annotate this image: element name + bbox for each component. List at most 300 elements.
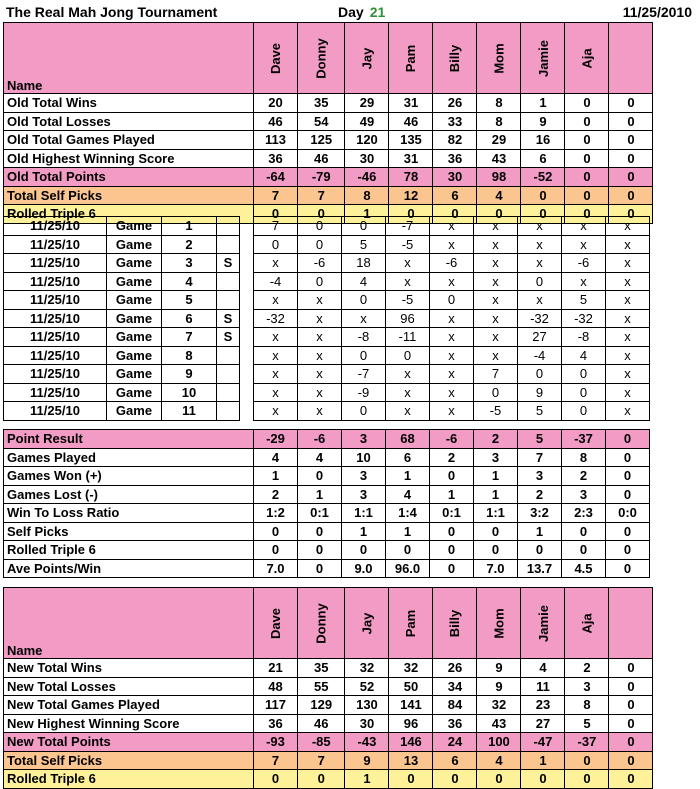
stat-value: 12	[389, 186, 433, 205]
stat-value: 8	[345, 186, 389, 205]
spacer-cell	[240, 254, 254, 273]
stat-value: 26	[433, 659, 477, 678]
game-number: 6	[162, 309, 217, 328]
stat-value: 96.0	[386, 559, 430, 578]
game-score: x	[474, 346, 518, 365]
stat-row	[4, 677, 653, 696]
spacer-cell	[240, 217, 254, 236]
stat-row	[4, 696, 653, 715]
stat-value: 0	[609, 696, 653, 715]
stat-value: 1	[298, 485, 342, 504]
game-score: x	[298, 291, 342, 310]
game-score: x	[474, 235, 518, 254]
stat-value: 125	[298, 131, 345, 150]
stat-value: 36	[254, 149, 298, 168]
stat-value: 35	[298, 659, 345, 678]
row-label: Total Self Picks	[4, 751, 254, 770]
game-score: x	[606, 272, 650, 291]
spacer-cell	[240, 402, 254, 421]
game-row	[4, 402, 650, 421]
game-score: 0	[342, 402, 386, 421]
stat-value: 7	[298, 186, 345, 205]
player-header	[298, 588, 345, 659]
stat-value: 4.5	[562, 559, 606, 578]
game-score: x	[518, 235, 562, 254]
stat-value: 6	[433, 186, 477, 205]
game-score: x	[430, 272, 474, 291]
stat-value: 0	[565, 112, 609, 131]
game-score: 0	[562, 383, 606, 402]
game-date: 11/25/10	[4, 402, 107, 421]
game-number: 5	[162, 291, 217, 310]
stat-value: 21	[254, 659, 298, 678]
header-row	[4, 23, 653, 94]
player-header	[477, 23, 521, 94]
stat-row	[4, 751, 653, 770]
player-name: Pam	[403, 44, 419, 72]
stat-value: 129	[298, 696, 345, 715]
game-date: 11/25/10	[4, 383, 107, 402]
row-label: Old Total Wins	[4, 94, 254, 113]
stat-value: 0	[430, 541, 474, 560]
game-score: 4	[562, 346, 606, 365]
game-score: 0	[518, 365, 562, 384]
stat-value: 34	[433, 677, 477, 696]
game-score: 0	[430, 291, 474, 310]
spacer-cell	[240, 365, 254, 384]
stat-value: -43	[345, 733, 389, 752]
stat-row	[4, 522, 650, 541]
stat-value: 0	[606, 559, 650, 578]
row-label: New Total Wins	[4, 659, 254, 678]
game-score: 0	[474, 383, 518, 402]
stat-row	[4, 541, 650, 560]
stat-value: 3	[518, 467, 562, 486]
stat-value: 0	[389, 770, 433, 789]
stat-value: 0	[565, 168, 609, 187]
game-score: x	[430, 309, 474, 328]
stat-row	[4, 186, 653, 205]
stat-value: 1	[254, 467, 298, 486]
stat-value: 0	[521, 205, 565, 224]
stat-value: 32	[389, 659, 433, 678]
stat-value: 0	[609, 168, 653, 187]
game-score: 0	[298, 272, 342, 291]
game-score: x	[518, 217, 562, 236]
row-label: New Total Points	[4, 733, 254, 752]
stat-value: 68	[386, 430, 430, 449]
stat-value: -29	[254, 430, 298, 449]
stat-value: 82	[433, 131, 477, 150]
stat-value: 120	[345, 131, 389, 150]
self-pick-flag	[217, 383, 240, 402]
player-name: Jay	[359, 47, 375, 69]
stat-value: 46	[298, 714, 345, 733]
game-score: -11	[386, 328, 430, 347]
stat-value: 0	[565, 94, 609, 113]
game-label: Game	[107, 328, 162, 347]
stat-value: 6	[521, 149, 565, 168]
stat-value: 0:1	[430, 504, 474, 523]
stat-value: 1	[345, 205, 389, 224]
stat-value: 0	[565, 131, 609, 150]
stat-value: -47	[521, 733, 565, 752]
game-score: -8	[342, 328, 386, 347]
game-score: x	[254, 328, 298, 347]
row-label: Games Won (+)	[4, 467, 254, 486]
game-score: -5	[386, 291, 430, 310]
game-score: 18	[342, 254, 386, 273]
game-number: 3	[162, 254, 217, 273]
player-name: Dave	[267, 607, 283, 639]
stat-value: 0	[565, 205, 609, 224]
self-pick-flag	[217, 217, 240, 236]
game-score: x	[606, 235, 650, 254]
stat-value: 24	[433, 733, 477, 752]
game-score: x	[606, 309, 650, 328]
stat-value: 7.0	[254, 559, 298, 578]
stat-value: 0	[609, 112, 653, 131]
game-score: x	[430, 217, 474, 236]
stat-value: 4	[386, 485, 430, 504]
game-score: x	[430, 383, 474, 402]
stat-value: 5	[565, 714, 609, 733]
stat-value: 23	[521, 696, 565, 715]
stat-value: 13	[389, 751, 433, 770]
stat-row	[4, 467, 650, 486]
game-score: x	[606, 328, 650, 347]
stat-value: 46	[389, 112, 433, 131]
game-score: 0	[254, 235, 298, 254]
game-score: x	[386, 365, 430, 384]
stat-value: 36	[254, 714, 298, 733]
game-row	[4, 235, 650, 254]
self-pick-flag: S	[217, 309, 240, 328]
stat-value: 98	[477, 168, 521, 187]
stat-value: 2:3	[562, 504, 606, 523]
stat-value: 0	[609, 131, 653, 150]
row-label: Rolled Triple 6	[4, 541, 254, 560]
player-header	[609, 23, 653, 94]
stat-row	[4, 131, 653, 150]
sheet-date: 11/25/2010	[622, 4, 692, 20]
player-name: Jamie	[535, 604, 551, 642]
stat-value: 54	[298, 112, 345, 131]
stat-value: 5	[518, 430, 562, 449]
game-score: 0	[342, 291, 386, 310]
game-score: x	[298, 365, 342, 384]
game-score: x	[562, 272, 606, 291]
player-name: Donny	[313, 602, 329, 644]
row-label: Rolled Triple 6	[4, 205, 254, 224]
stat-value: 0	[342, 541, 386, 560]
stat-value: 0	[609, 733, 653, 752]
game-date: 11/25/10	[4, 217, 107, 236]
self-pick-flag: S	[217, 254, 240, 273]
game-score: -4	[254, 272, 298, 291]
stat-value: 1	[386, 467, 430, 486]
stat-value: 0:0	[606, 504, 650, 523]
player-name: Billy	[447, 44, 463, 72]
game-label: Game	[107, 309, 162, 328]
stat-value: 35	[298, 94, 345, 113]
stat-row	[4, 112, 653, 131]
stat-value: 0	[606, 467, 650, 486]
spacer-cell	[240, 328, 254, 347]
stat-row	[4, 504, 650, 523]
spacer-cell	[240, 272, 254, 291]
stat-row	[4, 733, 653, 752]
game-score: 27	[518, 328, 562, 347]
game-date: 11/25/10	[4, 235, 107, 254]
game-label: Game	[107, 346, 162, 365]
game-score: 0	[518, 272, 562, 291]
old-stats-table	[3, 22, 653, 224]
row-label: Old Highest Winning Score	[4, 149, 254, 168]
game-score: x	[298, 383, 342, 402]
game-score: x	[342, 309, 386, 328]
stat-value: 1:1	[342, 504, 386, 523]
self-pick-flag	[217, 235, 240, 254]
stat-value: 9	[477, 677, 521, 696]
stat-value: 8	[477, 112, 521, 131]
player-name: Billy	[447, 609, 463, 637]
stat-value: 3:2	[518, 504, 562, 523]
game-score: 0	[342, 217, 386, 236]
game-label: Game	[107, 217, 162, 236]
stat-value: 30	[345, 714, 389, 733]
stat-value: 4	[298, 448, 342, 467]
stat-value: 1	[518, 522, 562, 541]
stat-value: 4	[254, 448, 298, 467]
player-header	[565, 588, 609, 659]
player-header	[433, 588, 477, 659]
game-number: 7	[162, 328, 217, 347]
game-score: x	[254, 254, 298, 273]
stat-value: 0	[606, 522, 650, 541]
stat-value: 0	[430, 559, 474, 578]
stat-value: -37	[562, 430, 606, 449]
stat-value: 1	[474, 485, 518, 504]
stat-value: -46	[345, 168, 389, 187]
stat-value: 3	[565, 677, 609, 696]
spacer-cell	[240, 291, 254, 310]
stat-value: 30	[345, 149, 389, 168]
row-label: Old Total Points	[4, 168, 254, 187]
stat-value: 46	[254, 112, 298, 131]
game-date: 11/25/10	[4, 291, 107, 310]
game-score: x	[386, 402, 430, 421]
stat-value: 50	[389, 677, 433, 696]
game-score: x	[254, 383, 298, 402]
stat-value: 4	[477, 186, 521, 205]
game-number: 8	[162, 346, 217, 365]
stat-value: 0	[609, 751, 653, 770]
stat-value: 48	[254, 677, 298, 696]
player-header	[345, 23, 389, 94]
game-score: x	[518, 254, 562, 273]
game-score: 5	[562, 291, 606, 310]
stat-value: 0	[565, 751, 609, 770]
game-label: Game	[107, 235, 162, 254]
row-label: Games Lost (-)	[4, 485, 254, 504]
stat-value: 141	[389, 696, 433, 715]
game-label: Game	[107, 291, 162, 310]
row-label: Ave Points/Win	[4, 559, 254, 578]
stat-value: 10	[342, 448, 386, 467]
stat-value: 0	[254, 205, 298, 224]
stat-value: -52	[521, 168, 565, 187]
game-label: Game	[107, 383, 162, 402]
game-score: -32	[254, 309, 298, 328]
stat-value: 1:2	[254, 504, 298, 523]
game-row	[4, 291, 650, 310]
stat-value: 7.0	[474, 559, 518, 578]
stat-value: 0	[386, 541, 430, 560]
stat-value: 49	[345, 112, 389, 131]
player-name: Aja	[579, 612, 595, 634]
game-score: x	[562, 235, 606, 254]
game-date: 11/25/10	[4, 365, 107, 384]
stat-value: 3	[342, 485, 386, 504]
game-score: x	[254, 365, 298, 384]
game-score: x	[430, 365, 474, 384]
stat-value: 0	[433, 205, 477, 224]
stat-value: 0	[565, 186, 609, 205]
player-header	[389, 588, 433, 659]
game-label: Game	[107, 365, 162, 384]
day-label: Day	[338, 4, 364, 20]
row-label: New Highest Winning Score	[4, 714, 254, 733]
game-score: 5	[518, 402, 562, 421]
stat-value: 130	[345, 696, 389, 715]
game-score: -7	[386, 217, 430, 236]
stat-value: 0	[565, 149, 609, 168]
player-name: Aja	[579, 47, 595, 69]
stat-value: 32	[345, 659, 389, 678]
game-score: x	[298, 402, 342, 421]
row-label: Total Self Picks	[4, 186, 254, 205]
game-score: x	[474, 328, 518, 347]
stat-value: 0:1	[298, 504, 342, 523]
stat-value: 0	[430, 522, 474, 541]
game-score: x	[254, 291, 298, 310]
stat-value: 29	[477, 131, 521, 150]
stat-value: 0	[254, 770, 298, 789]
sheet-title: The Real Mah Jong Tournament	[6, 4, 218, 20]
game-number: 10	[162, 383, 217, 402]
player-name: Donny	[313, 37, 329, 79]
game-score: -5	[474, 402, 518, 421]
player-name: Pam	[403, 609, 419, 637]
stat-value: 1	[474, 467, 518, 486]
day-number: 21	[369, 4, 386, 20]
player-name: Mom	[491, 42, 507, 74]
game-score: x	[606, 254, 650, 273]
player-header	[609, 588, 653, 659]
stat-value: -37	[565, 733, 609, 752]
stat-value: 117	[254, 696, 298, 715]
results-table	[3, 429, 650, 578]
player-header	[565, 23, 609, 94]
stat-value: 84	[433, 696, 477, 715]
game-score: -6	[430, 254, 474, 273]
stat-value: 27	[521, 714, 565, 733]
game-score: x	[298, 328, 342, 347]
stat-value: 32	[477, 696, 521, 715]
stat-value: 31	[389, 94, 433, 113]
game-score: x	[606, 217, 650, 236]
stat-value: 8	[477, 94, 521, 113]
stat-value: 0	[433, 770, 477, 789]
row-label: New Total Losses	[4, 677, 254, 696]
stat-value: 9.0	[342, 559, 386, 578]
game-score: 7	[474, 365, 518, 384]
stat-value: 55	[298, 677, 345, 696]
game-score: x	[474, 272, 518, 291]
game-score: 0	[342, 346, 386, 365]
stat-value: 7	[518, 448, 562, 467]
stat-value: 31	[389, 149, 433, 168]
stat-value: 0	[609, 770, 653, 789]
self-pick-flag	[217, 365, 240, 384]
stat-value: 0	[474, 541, 518, 560]
stat-value: 0	[477, 205, 521, 224]
game-score: 9	[518, 383, 562, 402]
stat-value: 16	[521, 131, 565, 150]
game-score: -32	[518, 309, 562, 328]
stat-value: 9	[521, 112, 565, 131]
self-pick-flag: S	[217, 328, 240, 347]
game-row	[4, 328, 650, 347]
stat-row	[4, 559, 650, 578]
stat-value: -85	[298, 733, 345, 752]
game-score: x	[606, 365, 650, 384]
stat-value: -6	[298, 430, 342, 449]
game-score: x	[254, 402, 298, 421]
game-label: Game	[107, 254, 162, 273]
day-indicator	[338, 4, 385, 20]
stat-row	[4, 770, 653, 789]
stat-value: 7	[254, 751, 298, 770]
stat-value: 7	[254, 186, 298, 205]
spacer-cell	[240, 235, 254, 254]
game-score: x	[254, 346, 298, 365]
stat-value: 1	[521, 751, 565, 770]
stat-value: 135	[389, 131, 433, 150]
player-name: Jamie	[535, 39, 551, 77]
game-score: x	[474, 309, 518, 328]
game-label: Game	[107, 402, 162, 421]
stat-value: 8	[562, 448, 606, 467]
game-score: -9	[342, 383, 386, 402]
stat-value: 9	[345, 751, 389, 770]
new-stats-table	[3, 587, 653, 789]
game-score: x	[430, 402, 474, 421]
game-score: x	[430, 346, 474, 365]
stat-value: 113	[254, 131, 298, 150]
game-number: 2	[162, 235, 217, 254]
stat-row	[4, 714, 653, 733]
stat-value: 0	[606, 448, 650, 467]
stat-value: 26	[433, 94, 477, 113]
stat-value: 4	[477, 751, 521, 770]
game-score: x	[606, 383, 650, 402]
stat-value: 43	[477, 714, 521, 733]
stat-value: 6	[386, 448, 430, 467]
stat-value: 3	[342, 430, 386, 449]
spacer-cell	[240, 346, 254, 365]
